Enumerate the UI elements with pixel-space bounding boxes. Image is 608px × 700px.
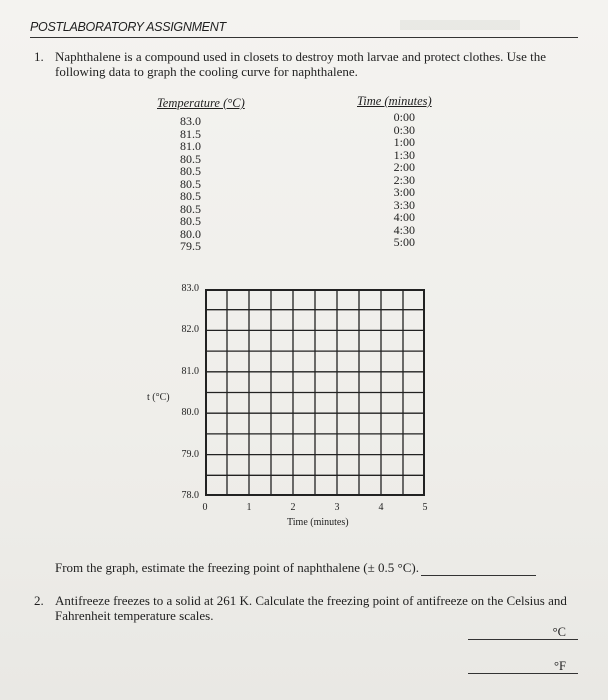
temperature-value: 79.5: [180, 239, 201, 253]
temperature-value: 80.5: [180, 201, 201, 216]
y-tick-label: 80.0: [181, 407, 199, 419]
time-value: 1:30: [393, 147, 415, 162]
freezing-point-text: From the graph, estimate the freezing point of naphthalene (± 0.5 °C).: [55, 560, 419, 575]
freezing-point-answer-line[interactable]: [421, 563, 536, 576]
time-value: 0:30: [393, 122, 415, 137]
time-value: 3:30: [393, 197, 415, 212]
temperature-column: [180, 115, 201, 253]
y-tick-label: 83.0: [181, 283, 199, 294]
question-2-text: Antifreeze freezes to a solid at 261 K. Calculate the freezing point of antifreeze on the Celsius and Fahrenheit temperature scales.: [55, 593, 567, 623]
time-value: 3:00: [393, 185, 415, 199]
temperature-header: Temperature (°C): [157, 96, 245, 110]
y-tick-label: 78.0: [181, 490, 199, 501]
graph-grid: [205, 289, 425, 496]
celsius-unit: °C: [552, 625, 566, 639]
temperature-value: 80.5: [180, 214, 201, 228]
time-value: 0:00: [393, 110, 415, 124]
temperature-value: 80.5: [180, 151, 201, 166]
y-tick-label: 79.0: [181, 448, 199, 460]
time-value: 1:00: [393, 135, 415, 149]
question-2-number: 2.: [34, 593, 44, 608]
x-axis-title: Time (minutes): [287, 517, 349, 528]
question-1-text: Naphthalene is a compound used in closets to destroy moth larvae and protect clothes. Use the following data to graph the cooling curve for naphthalene.: [55, 49, 546, 79]
x-tick-label: 2: [290, 502, 296, 513]
fahrenheit-unit: °F: [554, 659, 566, 673]
temperature-value: 80.5: [180, 176, 201, 191]
celsius-answer-line[interactable]: [468, 625, 578, 640]
time-value: 5:00: [393, 235, 415, 249]
freezing-point-prompt: [55, 560, 585, 576]
x-tick-label: 4: [378, 502, 384, 513]
temperature-value: 80.0: [180, 226, 201, 241]
assignment-heading: POSTLABORATORY ASSIGNMENT: [30, 20, 578, 38]
x-tick-label: 0: [202, 502, 208, 513]
temperature-value: 83.0: [180, 114, 201, 128]
time-value: 4:00: [393, 210, 415, 224]
x-tick-label: 1: [246, 502, 252, 513]
x-tick-label: 5: [422, 502, 428, 513]
time-header: Time (minutes): [357, 94, 432, 108]
temperature-value: 81.5: [180, 126, 201, 141]
y-tick-label: 81.0: [181, 365, 199, 377]
time-value: 4:30: [393, 222, 415, 237]
y-tick-label: 82.0: [181, 324, 199, 336]
question-1-number: 1.: [34, 49, 44, 64]
time-column: [385, 111, 415, 249]
temperature-value: 81.0: [180, 139, 201, 153]
x-tick-label: 3: [334, 502, 340, 513]
y-axis-title: t (°C): [147, 392, 170, 403]
temperature-value: 80.5: [180, 189, 201, 203]
fahrenheit-answer-line[interactable]: [468, 659, 578, 674]
time-value: 2:00: [393, 160, 415, 174]
temperature-value: 80.5: [180, 164, 201, 178]
time-value: 2:30: [393, 172, 415, 187]
